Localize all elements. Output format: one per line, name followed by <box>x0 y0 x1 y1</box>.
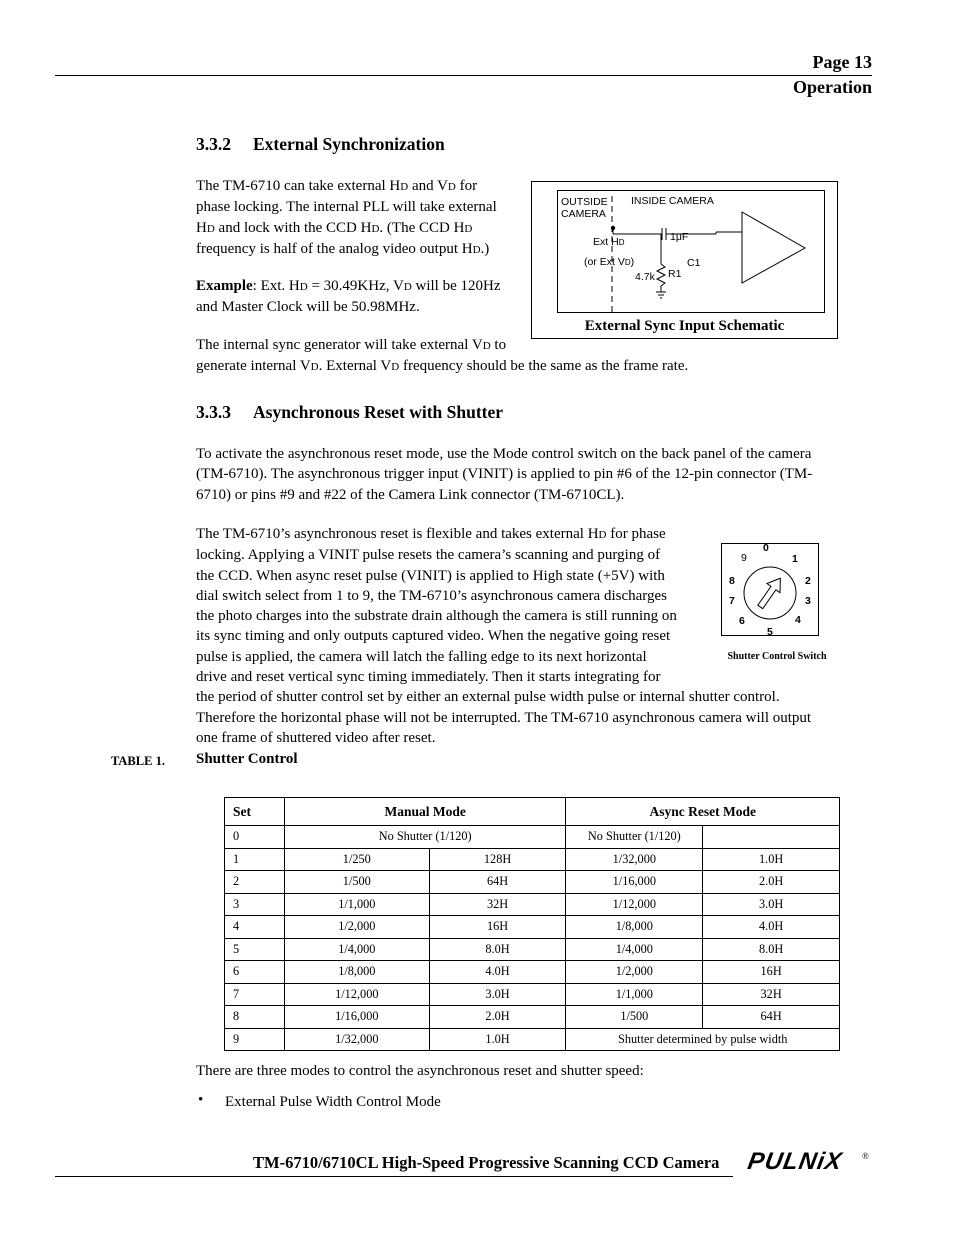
dial-label-4: 4 <box>795 614 801 626</box>
cell-async-h <box>703 826 840 849</box>
cell-manual-h: 8.0H <box>429 938 566 961</box>
cell-manual: No Shutter (1/120) <box>284 826 566 849</box>
cell-manual: 1/500 <box>284 871 429 894</box>
cell-set: 7 <box>225 983 285 1006</box>
section-title: Operation <box>793 77 872 97</box>
footer-rule <box>55 1176 733 1177</box>
schematic-caption: External Sync Input Schematic <box>584 318 785 334</box>
dial-label-9: 9 <box>741 552 747 564</box>
table-row <box>225 1028 840 1051</box>
header-manual-mode: Manual Mode <box>284 798 566 826</box>
table-row <box>225 1006 840 1029</box>
table-row <box>225 893 840 916</box>
cell-async-h: 2.0H <box>703 871 840 894</box>
cell-manual: 1/12,000 <box>284 983 429 1006</box>
cell-async: Shutter determined by pulse width <box>566 1028 840 1051</box>
cell-manual-h: 4.0H <box>429 961 566 984</box>
dial-drawing <box>722 544 818 635</box>
cell-manual: 1/1,000 <box>284 893 429 916</box>
bullet-item: External Pulse Width Control Mode <box>225 1094 441 1110</box>
dial-label-2: 2 <box>805 575 811 587</box>
label-r1: R1 <box>668 268 682 280</box>
registered-mark: ® <box>862 1151 869 1161</box>
cell-async: 1/12,000 <box>566 893 703 916</box>
cell-set: 5 <box>225 938 285 961</box>
label-res-value: 4.7k <box>635 271 655 283</box>
cell-set: 1 <box>225 848 285 871</box>
dial-label-5: 5 <box>767 626 773 638</box>
cell-async: 1/8,000 <box>566 916 703 939</box>
dial-label-0: 0 <box>763 542 769 554</box>
heading-3-3-2: 3.3.2 External Synchronization <box>196 134 445 154</box>
cell-manual-h: 64H <box>429 871 566 894</box>
cell-manual: 1/16,000 <box>284 1006 429 1029</box>
page-number: Page 13 <box>812 52 872 72</box>
label-or-ext-vd: (or Ext VD) <box>584 256 635 268</box>
label-c1: C1 <box>687 257 701 269</box>
cell-manual: 1/32,000 <box>284 1028 429 1051</box>
cell-manual: 1/2,000 <box>284 916 429 939</box>
table-label: TABLE 1. <box>111 754 165 768</box>
cell-set: 0 <box>225 826 285 849</box>
footer-title: TM-6710/6710CL High-Speed Progressive Scanning CCD Camera <box>253 1153 720 1172</box>
dial-label-6: 6 <box>739 615 745 627</box>
cell-async: No Shutter (1/120) <box>566 826 703 849</box>
shutter-control-table <box>224 797 840 1051</box>
dial-label-3: 3 <box>805 595 811 607</box>
cell-async-h: 16H <box>703 961 840 984</box>
cell-set: 4 <box>225 916 285 939</box>
dial-label-8: 8 <box>729 575 735 587</box>
cell-manual: 1/4,000 <box>284 938 429 961</box>
cell-manual-h: 1.0H <box>429 1028 566 1051</box>
label-cap-value: 1μF <box>670 231 689 243</box>
sync-paragraph-3: The internal sync generator will take external VD to generate internal VD. External VD frequency should be the same as the frame rate. <box>196 337 689 375</box>
cell-manual-h: 2.0H <box>429 1006 566 1029</box>
cell-manual-h: 32H <box>429 893 566 916</box>
table-header-row <box>225 798 840 826</box>
dial-label-1: 1 <box>792 553 798 565</box>
cell-set: 9 <box>225 1028 285 1051</box>
table-row <box>225 871 840 894</box>
header-async-reset-mode: Async Reset Mode <box>566 798 840 826</box>
cell-set: 3 <box>225 893 285 916</box>
cell-set: 8 <box>225 1006 285 1029</box>
cell-manual-h: 128H <box>429 848 566 871</box>
cell-manual-h: 3.0H <box>429 983 566 1006</box>
cell-manual-h: 16H <box>429 916 566 939</box>
table-row <box>225 826 840 849</box>
header-rule <box>55 75 872 76</box>
cell-manual: 1/250 <box>284 848 429 871</box>
cell-set: 2 <box>225 871 285 894</box>
label-ext-hd: Ext HD <box>593 236 625 248</box>
table-row <box>225 983 840 1006</box>
shutter-control-dial <box>721 543 819 636</box>
cell-async-h: 64H <box>703 1006 840 1029</box>
cell-set: 6 <box>225 961 285 984</box>
cell-async-h: 3.0H <box>703 893 840 916</box>
cell-async: 1/1,000 <box>566 983 703 1006</box>
table-row <box>225 938 840 961</box>
bullet-dot: • <box>198 1092 204 1108</box>
async-paragraph-1: To activate the asynchronous reset mode, use the Mode control switch on the back panel of the camera (TM-6710). The asynchronous trigger input (VINIT) is applied to pin #6 of the 12-pin connector (TM- 6710) or pins #9 and #22 of the Camera Link connector (TM-6710CL). <box>196 446 813 503</box>
sync-paragraph-1: The TM-6710 can take external HD and VD for phase locking. The internal PLL will take external HD and lock with the CCD HD. (The CCD HD frequency is half of the analog video output HD.) <box>196 178 497 257</box>
table-row <box>225 916 840 939</box>
header-set: Set <box>225 798 285 826</box>
sync-schematic-figure <box>531 181 838 339</box>
table-row <box>225 961 840 984</box>
sync-example: Example: Ext. HD = 30.49KHz, VD will be 120Hz and Master Clock will be 50.98MHz. <box>196 278 501 316</box>
pulnix-logo: PULNiX <box>745 1148 845 1175</box>
label-outside: OUTSIDE <box>561 196 608 208</box>
cell-async-h: 8.0H <box>703 938 840 961</box>
label-camera: CAMERA <box>561 208 606 220</box>
async-paragraph-2: The TM-6710’s asynchronous reset is flexible and takes external HD for phase locking. Applying a VINIT pulse resets the camera’s scanning and purging of the CCD. When async reset pulse (VINIT) is applied to High state (+5V) with dial switch select from 1 to 9, the TM-6710’s asynchronous camera discharges the photo charges into the substrate drain although the camera is still running on its sync timing and only outputs captured video. When the negative going reset pulse is applied, the camera will latch the falling edge to its next horizontal drive and reset vertical sync timing immediately. Then it starts integrating for the period of shutter control set by either an external pulse width pulse or internal shutter control. Therefore the horizontal phase will not be interrupted. The TM-6710 asynchronous camera will output one frame of shuttered video after reset. <box>196 526 812 746</box>
cell-async-h: 4.0H <box>703 916 840 939</box>
heading-3-3-3: 3.3.3 Asynchronous Reset with Shutter <box>196 402 504 422</box>
cell-async: 1/32,000 <box>566 848 703 871</box>
modes-intro: There are three modes to control the asynchronous reset and shutter speed: <box>196 1063 644 1079</box>
cell-async: 1/4,000 <box>566 938 703 961</box>
cell-async: 1/2,000 <box>566 961 703 984</box>
table-title: Shutter Control <box>196 751 298 767</box>
dial-caption: Shutter Control Switch <box>727 651 827 662</box>
table-row <box>225 848 840 871</box>
cell-async-h: 1.0H <box>703 848 840 871</box>
cell-async-h: 32H <box>703 983 840 1006</box>
cell-async: 1/500 <box>566 1006 703 1029</box>
cell-async: 1/16,000 <box>566 871 703 894</box>
label-inside-camera: INSIDE CAMERA <box>631 195 714 207</box>
cell-manual: 1/8,000 <box>284 961 429 984</box>
dial-label-7: 7 <box>729 595 735 607</box>
